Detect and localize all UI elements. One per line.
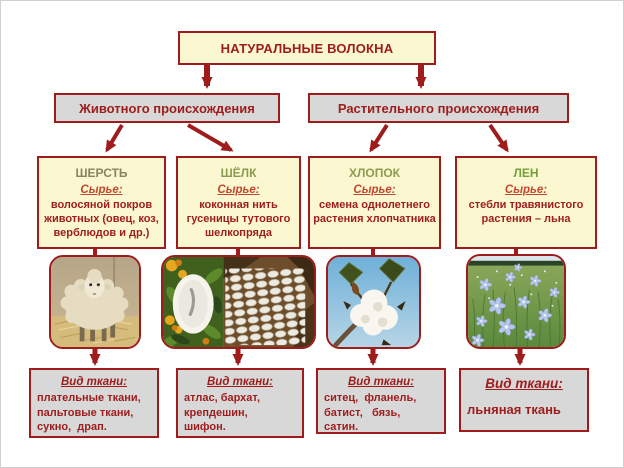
fabric-line: крепдешин, — [184, 406, 248, 419]
silkworm-cocoons-image — [161, 255, 316, 349]
branch-plant-label: Растительного происхождения — [337, 100, 540, 116]
branch-plant-box — [308, 93, 569, 123]
fiber-name-silk: ШЁЛК — [220, 166, 257, 180]
fabric-line: сукно, драп. — [37, 421, 107, 434]
branch-animal-label: Животного происхождения — [79, 100, 255, 116]
page-title: НАТУРАЛЬНЫЕ ВОЛОКНА — [220, 40, 394, 56]
fabric-line: плательные ткани, — [37, 392, 141, 405]
raw-label-wool: Сырье: — [80, 184, 123, 196]
cotton-plant-illustration — [328, 257, 419, 347]
raw-text-flax: стебли травянистого растения – льна — [468, 199, 584, 226]
branch-animal-box — [54, 93, 280, 123]
fabric-box-wool — [29, 368, 159, 438]
fiber-name-flax: ЛЕН — [513, 166, 539, 180]
fabric-box-cotton — [316, 368, 446, 434]
sheep-illustration — [51, 257, 139, 347]
raw-label-flax: Сырье: — [504, 184, 548, 196]
raw-text-cotton: семена однолетнего растения хлопчатника — [313, 199, 436, 226]
fabric-line: батист, бязь, — [324, 406, 401, 419]
raw-label-cotton: Сырье: — [353, 184, 396, 196]
flax-field-image — [466, 254, 566, 349]
fabric-line: пальтовые ткани, — [37, 406, 134, 419]
raw-text-silk: коконная нить гусеницы тутового шелкопряда — [186, 199, 291, 239]
cotton-plant-image — [326, 255, 421, 349]
fabric-label-silk: Вид ткани: — [206, 376, 274, 388]
fabric-label-cotton: Вид ткани: — [347, 376, 415, 388]
fabric-line: шифон. — [184, 421, 226, 434]
fiber-name-wool: ШЕРСТЬ — [75, 166, 128, 180]
fabric-line: атлас, бархат, — [184, 392, 261, 405]
raw-label-silk: Сырье: — [217, 184, 260, 196]
flax-field-illustration — [468, 256, 564, 347]
fiber-card-cotton — [308, 156, 441, 249]
fiber-card-wool — [37, 156, 166, 249]
fabric-box-silk — [176, 368, 304, 438]
fabric-line: сатин. — [324, 421, 359, 434]
fabric-line: ситец, фланель, — [324, 392, 417, 405]
fabric-label-flax: Вид ткани: — [485, 376, 563, 391]
title-box — [178, 31, 436, 65]
fiber-name-cotton: ХЛОПОК — [348, 166, 401, 180]
raw-text-wool: волосяной покров животных (овец, коз, верблюдов и др.) — [44, 199, 159, 239]
fiber-card-silk — [176, 156, 301, 249]
fabric-line: льняная ткань — [467, 401, 561, 417]
fiber-card-flax — [455, 156, 597, 249]
silkworm-cocoons-illustration — [163, 257, 314, 347]
fabric-label-wool: Вид ткани: — [60, 376, 128, 388]
sheep-image — [49, 255, 141, 349]
fabric-box-flax — [459, 368, 589, 432]
